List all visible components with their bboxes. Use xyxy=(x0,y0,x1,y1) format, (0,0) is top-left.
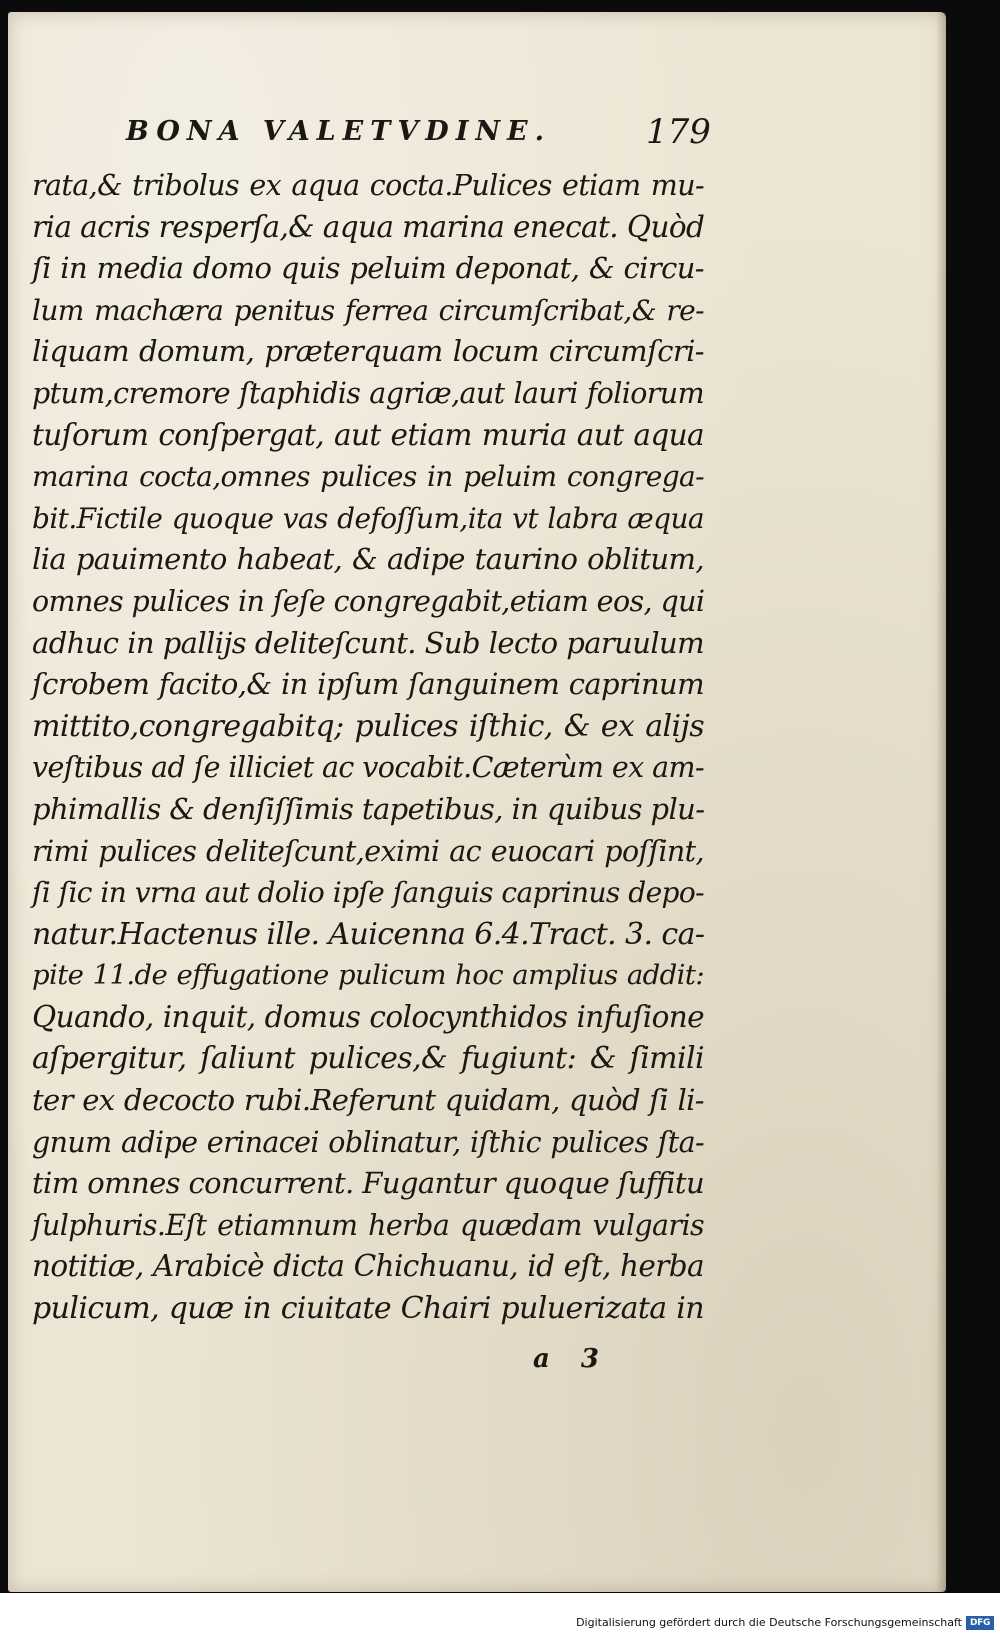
text-line: ter ex decocto rubi.Referunt quidam, quòd ſi li- xyxy=(32,1083,704,1118)
footer-credit: Digitalisierung gefördert durch die Deutsche Forschungsgemeinschaft xyxy=(576,1616,962,1629)
page-edge-shadow xyxy=(936,12,946,1592)
text-line: ptum,cremore ſtaphidis agriæ,aut lauri foliorum xyxy=(32,376,704,410)
body-text xyxy=(32,165,704,1330)
text-line: bit.Fictile quoque vas defoſſum,ita vt labra æqua xyxy=(32,501,704,535)
text-line: Quando, inquit, domus colocynthidos infuſione xyxy=(32,999,704,1034)
text-line: mittito,congregabitq; pulices iſthic, & ex alijs xyxy=(32,708,704,744)
text-line: phimallis & denſiſſimis tapetibus, in quibus plu- xyxy=(32,791,705,826)
text-line: gnum adipe erinacei oblinatur, iſthic pulices ſta- xyxy=(32,1125,704,1159)
text-line: veſtibus ad ſe illiciet ac vocabit.Cæterùm ex am- xyxy=(32,751,704,785)
signature-mark: a 3 xyxy=(533,1344,599,1374)
running-head: BONA VALETVDINE. xyxy=(126,116,551,147)
text-line: rimi pulices deliteſcunt,eximi ac euocari poſſint, xyxy=(32,834,704,868)
text-line: lia pauimento habeat, & adipe taurino oblitum, xyxy=(32,542,704,577)
text-line: pite 11.de effugatione pulicum hoc amplius addit: xyxy=(32,959,704,992)
digitization-footer xyxy=(0,1593,1000,1633)
text-line: rata,& tribolus ex aqua cocta.Pulices etiam mu- xyxy=(32,169,704,202)
book-page xyxy=(8,12,946,1592)
text-line: aſpergitur, ſaliunt pulices,& fugiunt: & ſimili xyxy=(32,1041,704,1077)
dfg-logo: DFG xyxy=(966,1616,994,1630)
text-line: ſi ſic in vrna aut dolio ipſe ſanguis caprinus depo- xyxy=(32,876,704,910)
text-line: ſulphuris.Eſt etiamnum herba quædam vulgaris xyxy=(32,1208,704,1242)
page-number: 179 xyxy=(646,112,711,152)
text-line: ſcrobem facito,& in ipſum ſanguinem caprinum xyxy=(32,667,704,702)
text-line: pulicum, quæ in ciuitate Chairi puluerizata in xyxy=(32,1291,704,1327)
text-line: omnes pulices in ſeſe congregabit,etiam eos, qui xyxy=(32,584,705,618)
text-line: adhuc in pallijs deliteſcunt. Sub lecto paruulum xyxy=(32,625,704,660)
text-line: natur.Hactenus ille. Auicenna 6.4.Tract. 3. ca- xyxy=(32,916,705,952)
text-line: liquam domum, præterquam locum circumſcri- xyxy=(32,334,704,369)
text-line: notitiæ, Arabicè dicta Chichuanu, id eſt, herba xyxy=(32,1249,704,1284)
text-line: ria acris resperſa,& aqua marina enecat. Quòd xyxy=(32,209,705,244)
text-line: ſi in media domo quis peluim deponat, & circu- xyxy=(32,251,704,286)
text-line: lum machæra penitus ferrea circumſcribat,& re- xyxy=(32,293,704,327)
text-line: marina cocta,omnes pulices in peluim congrega- xyxy=(32,460,704,494)
text-line: tim omnes concurrent. Fugantur quoque ſuffitu xyxy=(32,1166,705,1201)
text-line: tuſorum conſpergat, aut etiam muria aut aqua xyxy=(32,417,704,452)
